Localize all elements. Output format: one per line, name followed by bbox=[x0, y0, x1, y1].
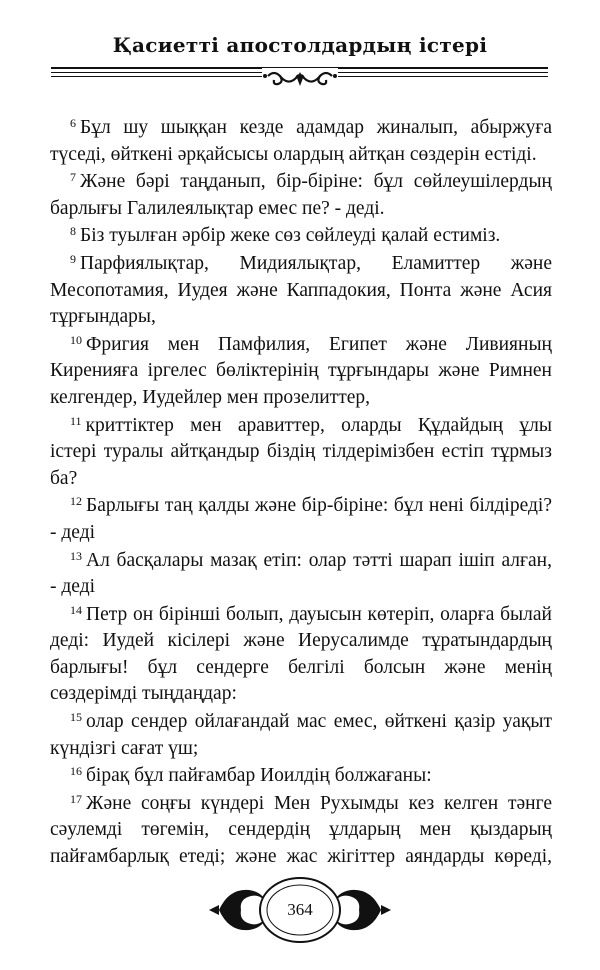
verse-number: 17 bbox=[70, 791, 82, 806]
verse-line bbox=[50, 602, 552, 629]
verse-line-text: түседі, өйткені әрқайсысы олардың айтқан сөздерін естіді. bbox=[50, 143, 537, 165]
verse-line-text: Месопотамия, Иудея және Каппадокия, Понта және Асия bbox=[50, 279, 552, 301]
verse-line bbox=[50, 791, 552, 818]
verse-line bbox=[50, 413, 552, 440]
verse-line-text: Ал басқалары мазақ етіп: олар тәтті шарап ішіп алған, bbox=[86, 549, 552, 571]
verse-line-text: ба? bbox=[50, 467, 78, 489]
verse-line-text: Петр он бірінші болып, дауысын көтеріп, оларға былай bbox=[86, 603, 552, 625]
verse-line-text: криттіктер мен аравиттер, оларды Құдайдың ұлы bbox=[85, 414, 552, 436]
verse-line-text: барлығы Галилеялықтар емес пе? - деді. bbox=[50, 197, 385, 219]
verse-line bbox=[50, 196, 552, 223]
verse-number: 11 bbox=[70, 413, 82, 428]
verse-line bbox=[50, 520, 552, 547]
verse-line bbox=[50, 358, 552, 385]
verse-line-text: - деді bbox=[50, 576, 96, 598]
verse-line bbox=[50, 709, 552, 736]
verse-line-text: Киренияға іргелес бөліктерінің тұрғындары және Римнен bbox=[50, 360, 552, 382]
verse-line-text: сәулемді төгемін, сендердің ұлдарың мен қыздарың bbox=[50, 819, 552, 841]
scripture-text bbox=[50, 115, 552, 872]
verse-line-text: келгендер, Иудейлер мен прозелиттер, bbox=[50, 386, 370, 408]
verse-number: 10 bbox=[70, 332, 82, 347]
verse-number: 9 bbox=[70, 251, 76, 266]
verse-line bbox=[50, 466, 552, 493]
verse-line bbox=[50, 736, 552, 763]
verse-17 bbox=[50, 791, 552, 871]
verse-line-text: Және бәрі таңданып, бір-біріне: бұл сөйлеушілердың bbox=[80, 171, 552, 193]
verse-9 bbox=[50, 251, 552, 331]
verse-line-text: Және соңғы күндері Мен Рухымды кез келген тәнге bbox=[86, 792, 552, 814]
verse-line-text: олар сендер ойлағандай мас емес, өйткені қазір уақыт bbox=[86, 711, 552, 733]
verse-11 bbox=[50, 413, 552, 493]
verse-line bbox=[50, 304, 552, 331]
verse-16 bbox=[50, 763, 552, 790]
verse-line bbox=[50, 763, 552, 790]
verse-number: 8 bbox=[70, 224, 76, 239]
verse-line bbox=[50, 223, 552, 250]
verse-line-text: сөздерімді тыңдаңдар: bbox=[50, 683, 237, 705]
verse-line-text: Фригия мен Памфилия, Египет және Ливияның bbox=[86, 333, 552, 355]
page-number-ornament bbox=[205, 875, 395, 945]
verse-line bbox=[50, 115, 552, 142]
verse-line-text: істері туралы айтқандыр біздің тілдерімізбен естіп тұрмыз bbox=[50, 441, 552, 463]
verse-line-text: Бұл шу шыққан кезде адамдар жиналып, абыржуға bbox=[80, 117, 552, 138]
page-number: 364 bbox=[287, 900, 313, 919]
verse-6 bbox=[50, 115, 552, 168]
verse-7 bbox=[50, 169, 552, 222]
verse-line bbox=[50, 385, 552, 412]
verse-line-text: барлығы! бұл сендерге белгілі болсын және менің bbox=[50, 656, 552, 678]
verse-line bbox=[50, 332, 552, 359]
verse-13 bbox=[50, 548, 552, 601]
verse-line bbox=[50, 439, 552, 466]
verse-line bbox=[50, 655, 552, 682]
verse-line bbox=[50, 817, 552, 844]
verse-line-text: бірақ бұл пайғамбар Иоилдің болжағаны: bbox=[86, 765, 432, 787]
verse-line-text: Барлығы таң қалды және бір-біріне: бұл нені білдіреді? bbox=[86, 495, 552, 517]
verse-10 bbox=[50, 332, 552, 412]
verse-line bbox=[50, 493, 552, 520]
verse-line bbox=[50, 574, 552, 601]
verse-8 bbox=[50, 223, 552, 250]
running-header-title: Қасиетті апостолдардың істері bbox=[112, 33, 488, 57]
verse-line bbox=[50, 548, 552, 575]
verse-line-text: пайғамбарлық етеді; және жас жігіттер аяндарды көреді, bbox=[50, 846, 552, 868]
verse-number: 16 bbox=[70, 764, 82, 779]
verse-14 bbox=[50, 602, 552, 708]
verse-line bbox=[50, 681, 552, 708]
verse-line bbox=[50, 844, 552, 871]
verse-line bbox=[50, 251, 552, 278]
verse-number: 12 bbox=[70, 494, 82, 509]
verse-line-text: деді: Иудей кісілері және Иерусалимде тұратындардың bbox=[50, 630, 552, 652]
verse-number: 13 bbox=[70, 548, 82, 563]
verse-number: 15 bbox=[70, 710, 82, 725]
verse-number: 7 bbox=[70, 170, 76, 185]
verse-line-text: Біз туылған әрбір жеке сөз сөйлеуді қалай естиміз. bbox=[80, 225, 501, 247]
verse-line bbox=[50, 628, 552, 655]
verse-line-text: - деді bbox=[50, 521, 96, 543]
verse-line-text: тұрғындары, bbox=[50, 306, 156, 328]
verse-12 bbox=[50, 493, 552, 546]
verse-number: 6 bbox=[70, 116, 76, 130]
verse-15 bbox=[50, 709, 552, 762]
verse-line-text: күндізгі сағат үш; bbox=[50, 737, 199, 759]
verse-number: 14 bbox=[70, 602, 82, 617]
verse-line bbox=[50, 142, 552, 169]
header-ornament-icon bbox=[262, 68, 338, 90]
verse-line bbox=[50, 169, 552, 196]
verse-line-text: Парфиялықтар, Мидиялықтар, Еламиттер және bbox=[80, 252, 552, 274]
verse-line bbox=[50, 278, 552, 305]
